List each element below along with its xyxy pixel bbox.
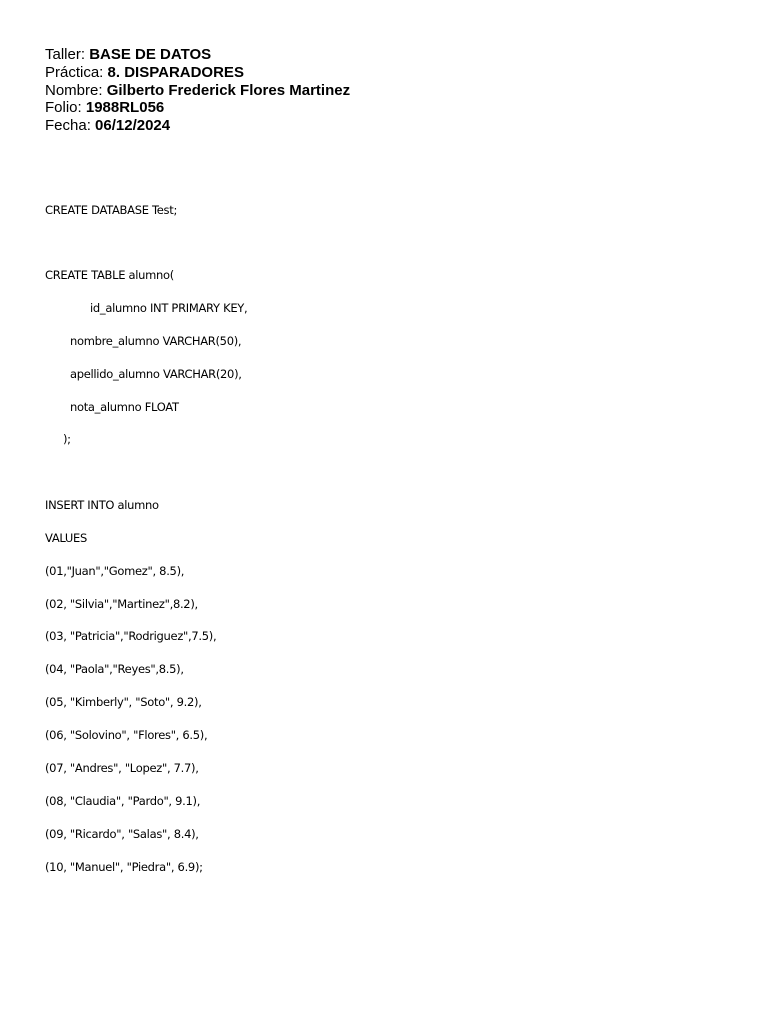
folio-line	[45, 99, 350, 117]
fecha-label: Fecha:	[45, 117, 96, 135]
code-create-table: CREATE TABLE alumno(	[45, 268, 174, 282]
taller-label: Taller:	[45, 46, 90, 63]
fecha-value: 06/12/2024	[95, 117, 171, 135]
document-header	[45, 46, 350, 135]
practica-line	[45, 64, 350, 82]
code-row: (09, "Ricardo", "Salas", 8.4),	[45, 827, 199, 841]
nombre-line	[45, 82, 350, 100]
practica-value: 8. DISPARADORES	[107, 63, 244, 81]
practica-label: Práctica:	[45, 63, 108, 81]
code-values: VALUES	[45, 531, 88, 545]
code-close-table: );	[63, 432, 71, 446]
code-row: (03, "Patricia","Rodriguez",7.5),	[45, 629, 217, 643]
code-row: (02, "Silvia","Martinez",8.2),	[45, 597, 198, 611]
code-column-apellido: apellido_alumno VARCHAR(20),	[70, 367, 242, 381]
folio-value: 1988RL056	[85, 99, 165, 117]
code-column-nota: nota_alumno FLOAT	[70, 400, 179, 414]
code-row: (10, "Manuel", "Piedra", 6.9);	[45, 860, 203, 874]
code-row: (05, "Kimberly", "Soto", 9.2),	[45, 695, 202, 709]
nombre-label: Nombre:	[45, 81, 107, 99]
code-create-database: CREATE DATABASE Test;	[45, 203, 178, 217]
taller-value: BASE DE DATOS	[89, 46, 212, 63]
fecha-line	[45, 117, 350, 135]
code-row: (01,"Juan","Gomez", 8.5),	[45, 564, 185, 578]
taller-line	[45, 46, 350, 64]
code-row: (07, "Andres", "Lopez", 7.7),	[45, 761, 199, 775]
code-column-nombre: nombre_alumno VARCHAR(50),	[70, 334, 242, 348]
code-row: (08, "Claudia", "Pardo", 9.1),	[45, 794, 201, 808]
folio-label: Folio:	[45, 99, 86, 117]
code-insert-into: INSERT INTO alumno	[45, 498, 159, 512]
code-row: (06, "Solovino", "Flores", 6.5),	[45, 728, 208, 742]
code-column-id: id_alumno INT PRIMARY KEY,	[90, 301, 248, 315]
code-row: (04, "Paola","Reyes",8.5),	[45, 662, 184, 676]
nombre-value: Gilberto Frederick Flores Martinez	[106, 81, 351, 99]
